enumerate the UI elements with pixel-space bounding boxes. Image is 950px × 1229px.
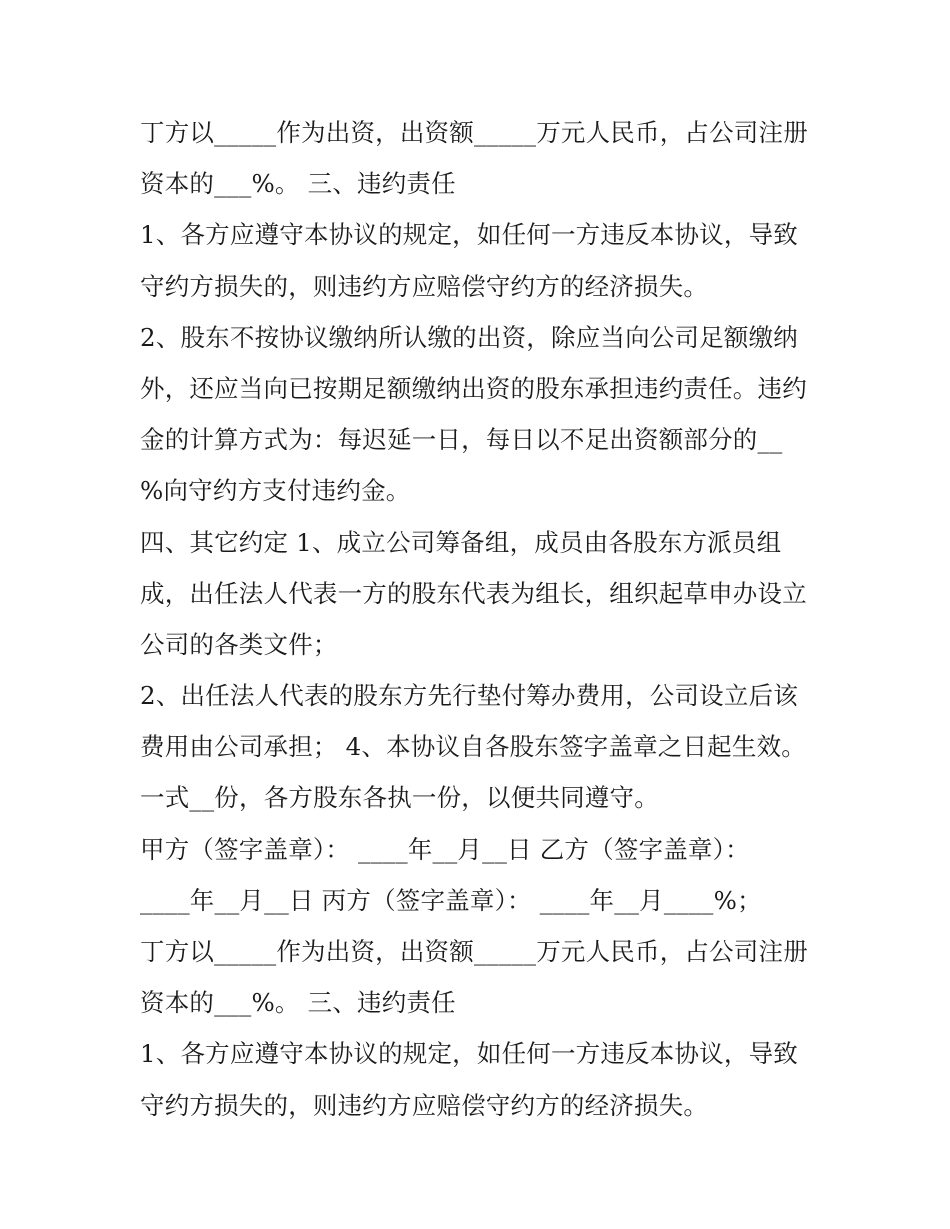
text-line: 金的计算方式为：每迟延一日，每日以不足出资额部分的__ xyxy=(140,425,783,455)
text-line: %向守约方支付违约金。 xyxy=(140,476,411,506)
text-line: 公司的各类文件； xyxy=(140,629,338,659)
text-line: 1、各方应遵守本协议的规定，如任何一方违反本协议，导致 xyxy=(140,1039,798,1069)
text-line: 2、股东不按协议缴纳所认缴的出资，除应当向公司足额缴纳 xyxy=(140,322,798,352)
text-line: 资本的___%。 三、违约责任 xyxy=(140,169,456,199)
text-line: 四、其它约定 1、成立公司筹备组，成员由各股东方派员组 xyxy=(140,527,782,557)
text-line: ____年__月__日 丙方（签字盖章）： ____年__月____%； xyxy=(140,885,762,915)
text-line: 资本的___%。 三、违约责任 xyxy=(140,988,456,1018)
text-line: 甲方（签字盖章）： ____年__月__日 乙方（签字盖章）： xyxy=(140,834,750,864)
text-line: 外，还应当向已按期足额缴纳出资的股东承担违约责任。违约 xyxy=(140,373,807,403)
document-body xyxy=(140,107,830,1131)
text-line: 守约方损失的，则违约方应赔偿守约方的经济损失。 xyxy=(140,1090,709,1120)
text-line: 丁方以_____作为出资，出资额_____万元人民币，占公司注册 xyxy=(140,937,808,966)
text-line: 1、各方应遵守本协议的规定，如任何一方违反本协议，导致 xyxy=(140,220,798,250)
text-line: 丁方以_____作为出资，出资额_____万元人民币，占公司注册 xyxy=(140,118,808,147)
text-line: 成，出任法人代表一方的股东代表为组长，组织起草申办设立 xyxy=(140,578,807,608)
text-line: 2、出任法人代表的股东方先行垫付筹办费用，公司设立后该 xyxy=(140,681,798,711)
text-line: 守约方损失的，则违约方应赔偿守约方的经济损失。 xyxy=(140,271,709,301)
text-line: 费用由公司承担； 4、本协议自各股东签字盖章之日起生效。 xyxy=(140,732,806,762)
text-line: 一式__份，各方股东各执一份，以便共同遵守。 xyxy=(140,783,659,813)
